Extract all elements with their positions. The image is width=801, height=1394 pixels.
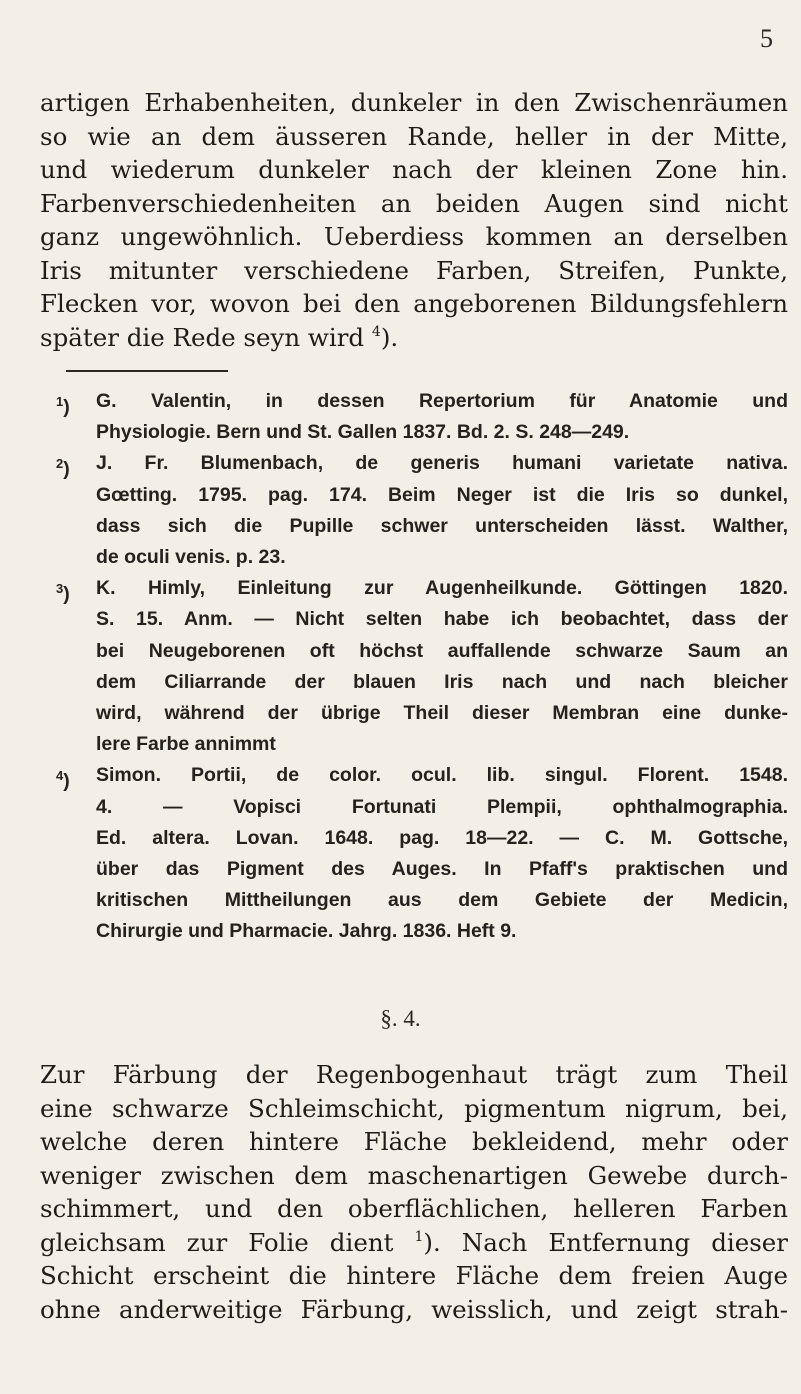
- footnote-marker: $^4$): [56, 768, 70, 793]
- page-number: 5: [760, 24, 773, 53]
- text-line: Farbenverschiedenheiten an beiden Augen sind nicht: [40, 188, 788, 218]
- footnote-4: [56, 760, 788, 947]
- footnote-line: J. Fr. Blumenbach, de generis humani varietate nativa.: [96, 452, 788, 475]
- text-line: Flecken vor, wovon bei den angeborenen Bildungsfehlern: [40, 289, 788, 318]
- footnote-line: dass sich die Pupille schwer unterscheiden lässt. Walther,: [96, 514, 788, 537]
- text-line: Zur Färbung der Regenbogenhaut trägt zum Theil: [40, 1060, 788, 1089]
- footnote-line: S. 15. Anm. — Nicht selten habe ich beobachtet, dass der: [96, 608, 788, 631]
- section-heading: §. 4.: [380, 1006, 421, 1031]
- footnote-2: [56, 448, 788, 573]
- section-paragraph: [40, 1058, 788, 1326]
- text-line: Schicht erscheint die hintere Fläche dem freien Auge: [40, 1261, 788, 1290]
- text-line: [40, 321, 788, 355]
- text-line: und wiederum dunkeler nach der kleinen Zone hin.: [40, 155, 788, 184]
- footnote-line: G. Valentin, in dessen Repertorium für Anatomie und: [96, 390, 788, 412]
- footnote-marker: $^2$): [56, 456, 70, 481]
- footnote-line: dem Ciliarrande der blauen Iris nach und nach bleicher: [96, 670, 788, 693]
- footnote-line: Gœtting. 1795. pag. 174. Beim Neger ist die Iris so dunkel,: [96, 483, 788, 506]
- footnote-line: 4. — Vopisci Fortunati Plempii, ophthalmographia.: [96, 795, 788, 818]
- text-line: [40, 1226, 788, 1260]
- footnote-line: de oculi venis. p. 23.: [96, 546, 286, 569]
- text-line-content: ). Nach Entfernung dieser: [423, 1227, 788, 1257]
- footnote-reference: 4: [371, 323, 381, 340]
- footnote-line: lere Farbe annimmt: [96, 733, 276, 756]
- footnote-reference: 1: [414, 1228, 424, 1245]
- footnote-line: K. Himly, Einleitung zur Augenheilkunde. Göttingen 1820.: [96, 577, 788, 600]
- intro-paragraph: [40, 86, 788, 354]
- footnote-line: Chirurgie und Pharmacie. Jahrg. 1836. Heft 9.: [96, 920, 517, 943]
- text-line: ganz ungewöhnlich. Ueberdiess kommen an derselben: [40, 222, 788, 251]
- footnote-marker: $^1$): [56, 394, 70, 418]
- footnotes: [56, 386, 788, 948]
- footnote-line: Ed. altera. Lovan. 1648. pag. 18—22. — C. M. Gottsche,: [96, 826, 788, 849]
- text-line: Iris mitunter verschiedene Farben, Streifen, Punkte,: [40, 255, 788, 285]
- footnote-line: wird, während der übrige Theil dieser Membran eine dunke-: [96, 702, 788, 725]
- text-line: so wie an dem äusseren Rande, heller in der Mitte,: [40, 121, 788, 151]
- footnote-separator-rule: [66, 370, 228, 372]
- text-line: welche deren hintere Fläche bekleidend, mehr oder: [40, 1127, 788, 1156]
- text-line: schimmert, und den oberflächlichen, helleren Farben: [40, 1194, 788, 1223]
- footnote-1: [56, 386, 788, 448]
- text-line-content: gleichsam zur Folie dient: [40, 1227, 394, 1257]
- text-line-content: später die Rede seyn wird: [40, 322, 365, 352]
- footnote-line: kritischen Mittheilungen aus dem Gebiete der Medicin,: [96, 889, 788, 912]
- footnote-line: Physiologie. Bern und St. Gallen 1837. Bd. 2. S. 248—249.: [96, 421, 630, 444]
- text-line: artigen Erhabenheiten, dunkeler in den Zwischenräumen: [40, 88, 788, 117]
- footnote-3: [56, 573, 788, 760]
- text-line: eine schwarze Schleimschicht, pigmentum nigrum, bei,: [40, 1093, 788, 1123]
- text-line: ohne anderweitige Färbung, weisslich, und zeigt strah-: [40, 1294, 788, 1324]
- footnote-line: Simon. Portii, de color. ocul. lib. singul. Florent. 1548.: [96, 764, 788, 787]
- footnote-line: bei Neugeborenen oft höchst auffallende schwarze Saum an: [96, 639, 788, 662]
- text-line-end: ).: [380, 322, 399, 352]
- footnote-line: über das Pigment des Auges. In Pfaff's praktischen und: [96, 858, 788, 881]
- footnote-marker: $^3$): [56, 581, 70, 606]
- text-line: weniger zwischen dem maschenartigen Gewebe durch-: [40, 1160, 788, 1190]
